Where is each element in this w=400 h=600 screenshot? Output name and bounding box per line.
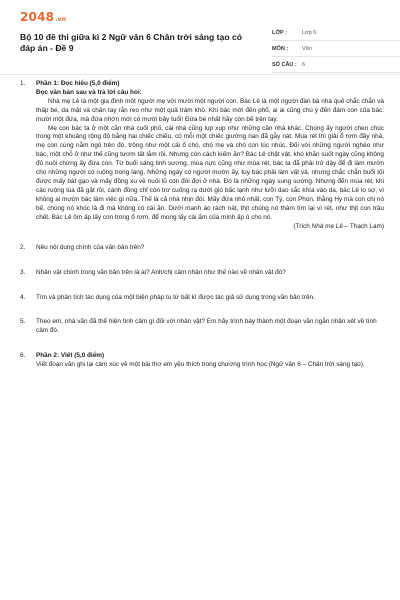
logo-suffix: .vn xyxy=(55,16,67,23)
citation-suffix: – Thạch Lam) xyxy=(342,222,384,230)
passage-citation xyxy=(36,223,384,232)
citation-prefix: (Trích xyxy=(293,222,312,230)
question-1 xyxy=(20,80,384,231)
document-title: Bộ 10 đề thi giữa kì 2 Ngữ văn 6 Chân trời sáng tạo có đáp án - Đề 9 xyxy=(20,32,242,53)
question-text: Tìm và phân tích tác dụng của một biện pháp tu từ bất kì được tác giả sử dụng trong văn bản trên. xyxy=(36,294,315,302)
meta-value-count: 6 xyxy=(302,61,306,68)
question-body xyxy=(36,80,384,231)
site-logo[interactable] xyxy=(20,10,66,24)
question-3 xyxy=(20,269,384,278)
section-title-reading: Phần 1: Đọc hiểu (5,0 điểm) xyxy=(36,80,120,87)
question-number: 4. xyxy=(20,294,26,302)
question-6 xyxy=(20,352,384,370)
question-number: 3. xyxy=(20,269,26,277)
meta-value-subject: Văn xyxy=(302,45,312,52)
question-text: Viết đoạn văn ghi lại cảm xúc về một bài thơ em yêu thích trong chương trình học (Ngữ văn 6 – Chân trời sáng tạo). xyxy=(36,360,365,368)
meta-label-subject: MÔN : xyxy=(272,45,289,52)
passage-paragraph: Nhà mẹ Lê là một gia đình một người mẹ với mười một người con. Bác Lê là một người đàn bà nhà quê chắc chắn và thấp bé, da mặt và chân tay rắn reo như một quả trám khô. Khi bác mới đến phố, ai ai cũng chú ý đến đám con của bác: mười một đứa, mà đứa nhớn mới có mười bảy tuổi! Đứa bé nhất hãy còn bế trên tay. xyxy=(36,97,384,123)
question-4 xyxy=(20,294,384,303)
question-number: 6. xyxy=(20,351,26,359)
meta-value-class: Lớp 6 xyxy=(302,29,317,36)
question-body xyxy=(36,352,384,370)
question-list xyxy=(20,80,384,370)
question-text: Theo em, nhà văn đã thể hiện tình cảm gì đối với nhân vật? Em hãy trình bày thành một đoạn văn ngắn nhận xét về tình cảm đó. xyxy=(36,318,377,335)
question-number: 5. xyxy=(20,318,26,326)
meta-label-count: SỐ CÂU : xyxy=(272,61,297,68)
header-divider xyxy=(0,74,400,75)
passage-paragraph: Mẹ con bác ta ở một căn nhà cuối phố, cái nhà cũng lụp xụp như những căn nhà khác. Chúng ấy người chen chúc trong một khoảng rộng độ bằng hai chiếc chiếu, có mỗi một chiếc giường nan đã gẫy nát. Mùa rét thì giải ổ rơm đầy nhà, mẹ con cùng nằm ngủ trên đó, trông như một cái ổ chó, chó mẹ và chó con lúc nhúc. Đối với những người nghèo như bác, một chỗ ở như thế cũng tươm tất lắm rồi. Nhưng còn cách kiếm ăn? Bác Lê chật vật, khó khăn suốt ngày cũng không đủ nuôi chừng ấy đứa con. Từ buổi sáng tinh sương, mùa nực cũng như mùa rét, bác ta đã phải trở dậy để đi làm mướn cho những người có ruộng trong làng. Những ngày có người mướn ấy, tuy bác phải làm vất vả, nhưng chắc chắn buổi tối được mấy bát gạo và mấy đồng xu về nuôi lũ con đói đợi ở nhà. Đó là những ngày sung sướng. Nhưng đến mùa rét, khi các ruộng lúa đã gặt rồi, cánh đồng chỉ còn trơ cuống rạ dưới gió bấc lạnh như lưỡi dao sắc khía vào da, bác Lê lo sợ, vì không ai mướn bác làm việc gì nữa. Thế là cả nhà nhịn đói. Mấy đứa nhỏ nhất, con Tý, con Phún, thằng Hy mà con chị nó bế, chúng nó khóc lả đi mà không có cái ăn. Dưới manh áo rách nát, thịt chúng nó thâm tím lại vì rét, như thịt con trâu chết. Bác Lê ôm ấp lấy con trong ổ rơm, để mong lấy cái ấm của mình ấp ủ cho nó. xyxy=(36,124,384,221)
question-text: Nhân vật chính trong văn bản trên là ai? Anh/chị cảm nhận như thế nào về nhân vật đó? xyxy=(36,269,286,277)
document-header xyxy=(20,10,386,78)
meta-row-count xyxy=(272,57,400,73)
meta-table xyxy=(272,25,400,73)
section-title-writing: Phần 2: Viết (5,0 điểm) xyxy=(36,351,105,359)
question-number: 2. xyxy=(20,244,26,252)
question-5 xyxy=(20,318,384,336)
meta-row-subject xyxy=(272,41,400,57)
logo-main: 2048 xyxy=(20,10,55,24)
question-number: 1. xyxy=(20,80,26,87)
meta-row-class xyxy=(272,25,400,41)
question-2 xyxy=(20,244,384,253)
meta-label-class: LỚP : xyxy=(272,29,287,36)
question-text: Nêu nội dung chính của văn bản trên? xyxy=(36,244,145,252)
reading-instruction: Đọc văn bản sau và trả lời câu hỏi: xyxy=(36,88,142,96)
citation-work: Nhà mẹ Lê xyxy=(311,222,343,230)
